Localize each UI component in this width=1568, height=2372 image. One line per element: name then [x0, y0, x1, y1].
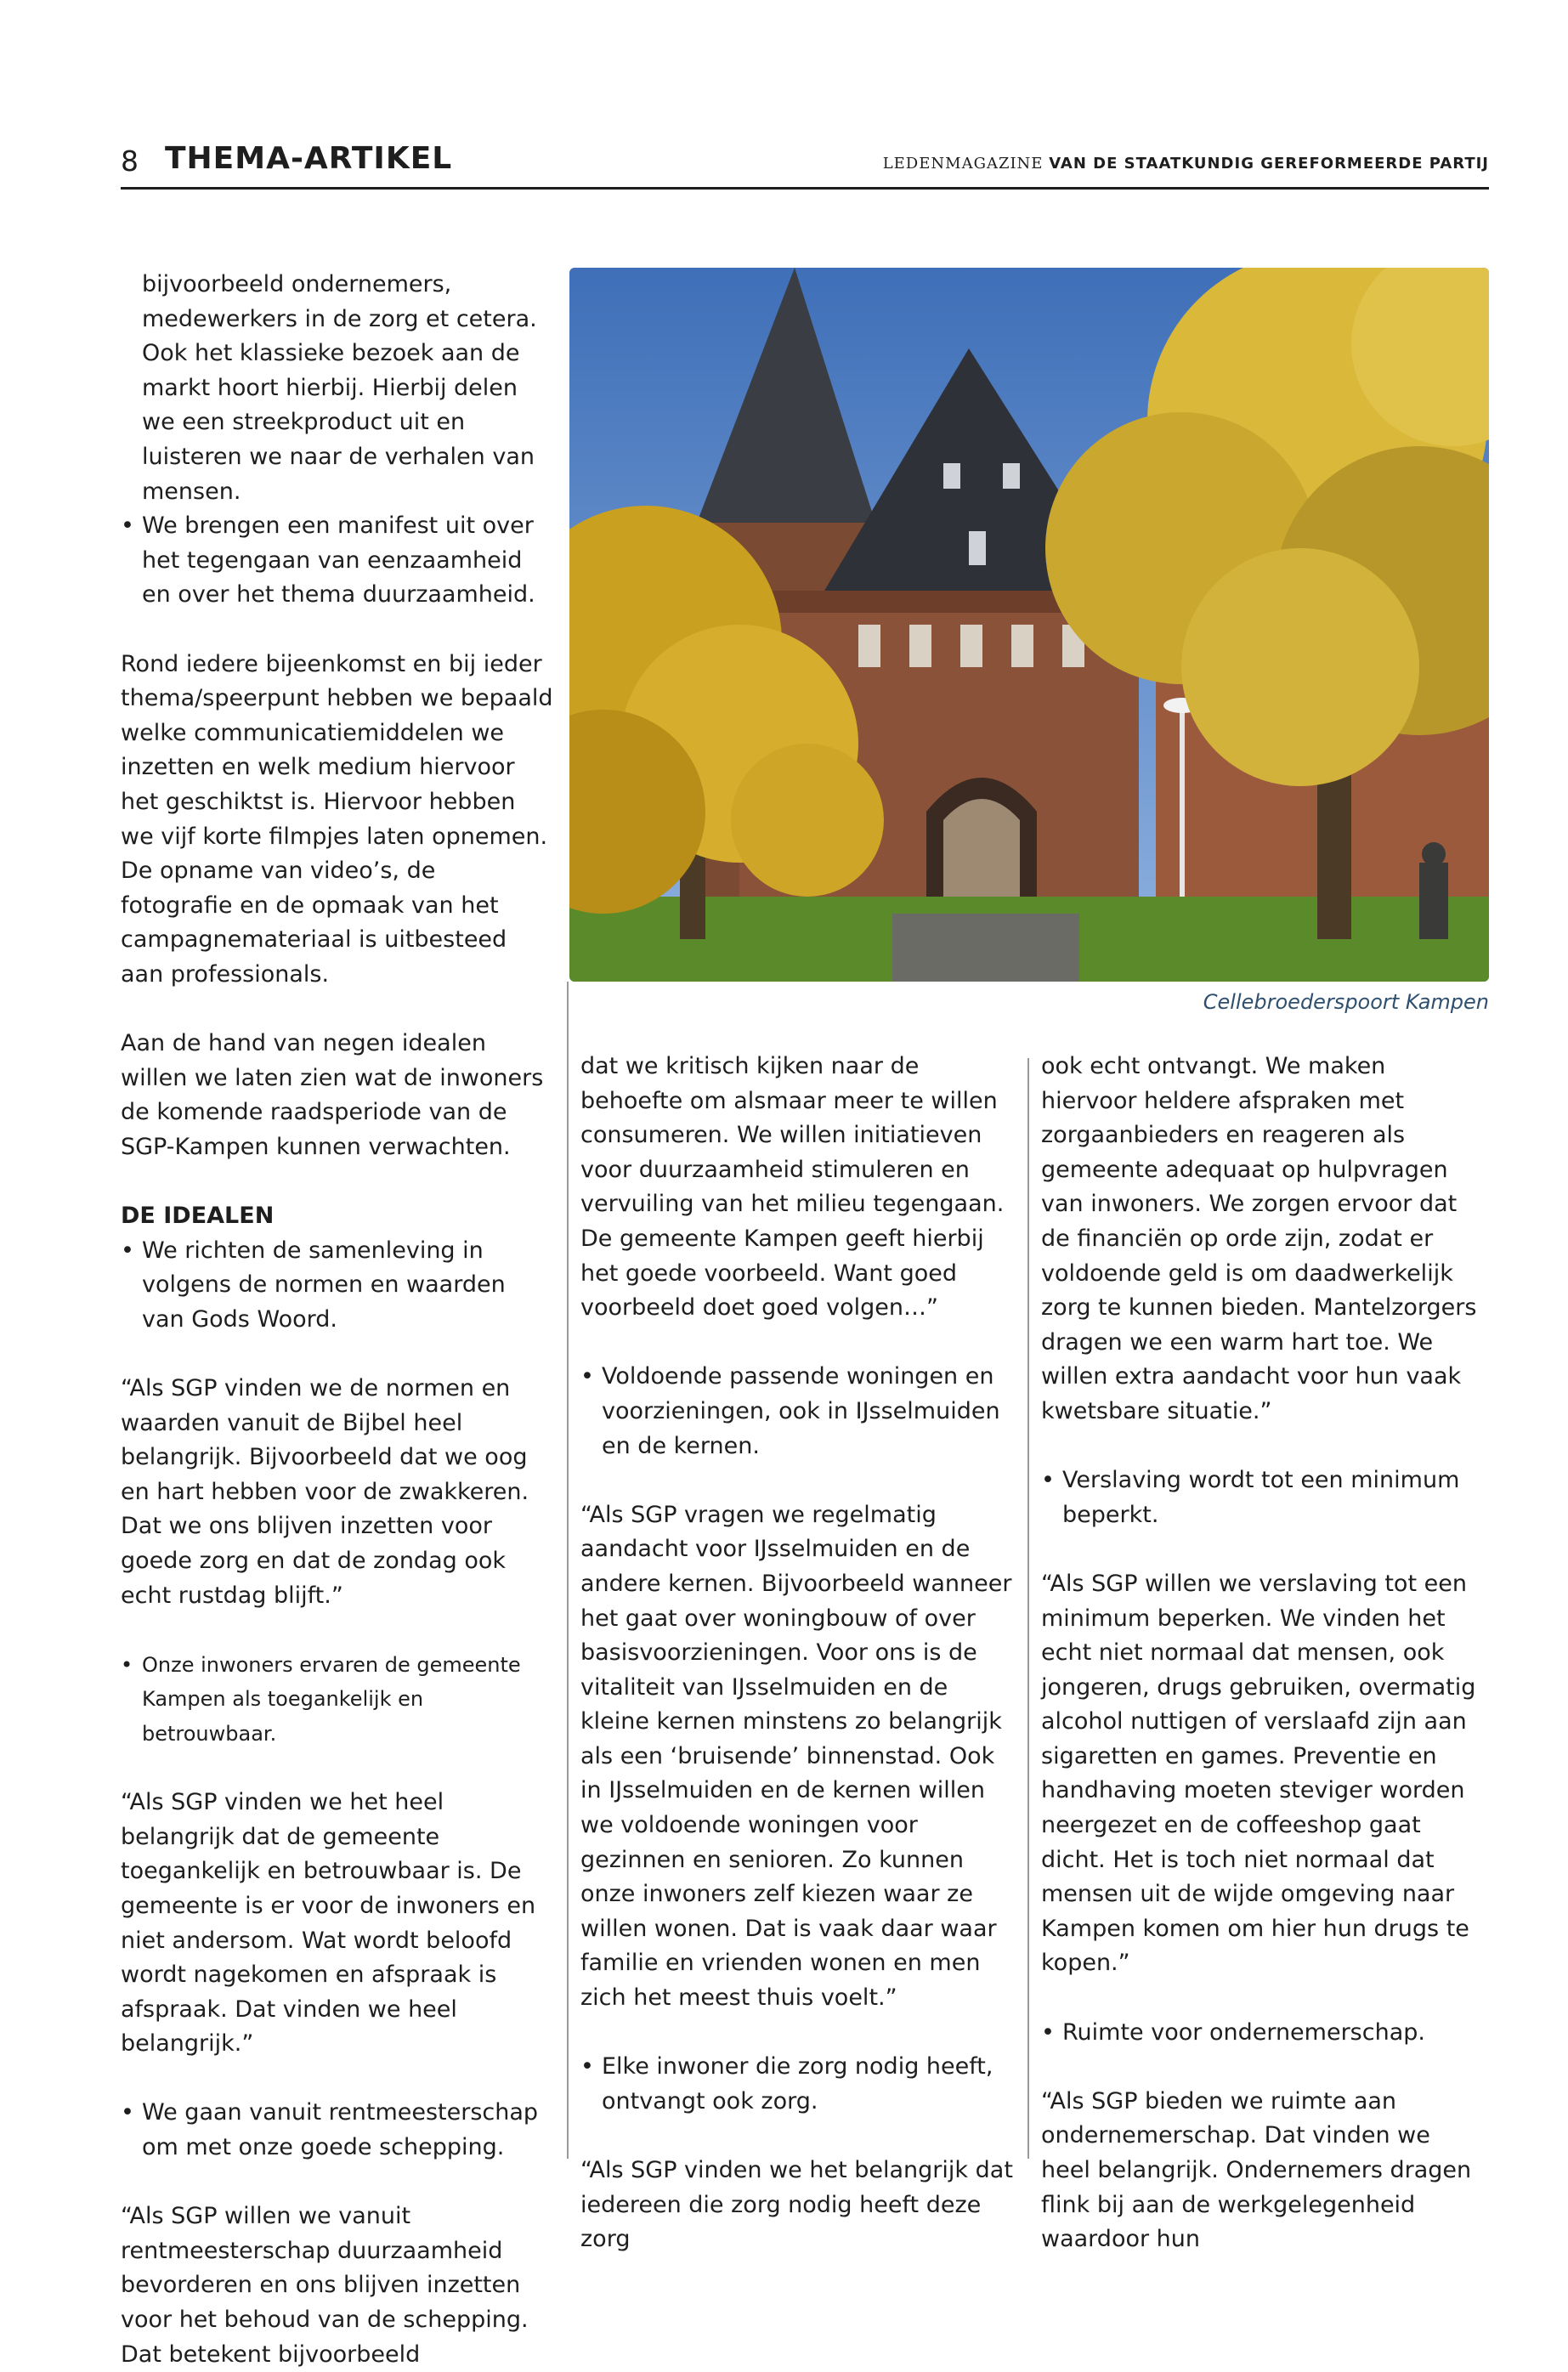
- quote-paragraph: “Als SGP vinden we het heel belangrijk dat de gemeente toegankelijk en betrouwbaar is. De gemeente is er voor de inwoners en niet andersom. Wat wordt beloofd wordt nagekomen en afspraak is afspraak. Dat vinden we heel belangrijk.”: [121, 1789, 536, 2058]
- section-title: THEMA-ARTIKEL: [165, 141, 453, 176]
- bullet-item: • Elke inwoner die zorg nodig heeft, ontvangt ook zorg.: [580, 2050, 1022, 2119]
- magazine-title: [883, 155, 1489, 173]
- paragraph: Rond iedere bijeenkomst en bij ieder thema/speerpunt hebben we bepaald welke communicatiemiddelen we inzetten en welk medium hiervoor het geschiktst is. Hiervoor hebben we vijf korte filmpjes laten opnemen. De opname van video’s, de fotografie en de opmaak van het campagnemateriaal is uitbesteed aan professionals.: [121, 650, 553, 988]
- paragraph-continuation: bijvoorbeeld ondernemers, medewerkers in de zorg et cetera. Ook het klassieke bezoek aan de markt hoort hierbij. Hierbij delen we een streekproduct uit en luisteren we naar de verhalen van mensen.: [142, 271, 537, 505]
- paragraph: Aan de hand van negen idealen willen we laten zien wat de inwoners de komende raadsperiode van de SGP-Kampen kunnen verwachten.: [121, 1030, 544, 1160]
- page-header: [121, 141, 1489, 190]
- quote-paragraph: “Als SGP willen we vanuit rentmeesterschap duurzaamheid bevorderen en ons blijven inzetten voor het behoud van de schepping. Dat betekent bijvoorbeeld: [121, 2203, 529, 2368]
- bullet-item: • Ruimte voor ondernemerschap.: [1041, 2016, 1483, 2051]
- column-divider: [567, 982, 569, 2159]
- photo-illustration: [569, 268, 1489, 982]
- bullet-item: • We gaan vanuit rentmeesterschap om met onze goede schepping.: [121, 2096, 554, 2165]
- bullet-item: • Verslaving wordt tot een minimum beperkt.: [1041, 1463, 1483, 1532]
- quote-paragraph: “Als SGP willen we verslaving tot een minimum beperken. We vinden het echt niet normaal dat mensen, ook jongeren, drugs gebruiken, overmatig alcohol nuttigen of verslaafd zijn aan sigaretten en games. Preventie en handhaving moeten steviger worden neergezet en de coffeeshop gaat dicht. Het is toch niet normaal dat mensen uit de wijde omgeving naar Kampen komen om hier hun drugs te kopen.”: [1041, 1570, 1476, 1977]
- quote-paragraph: “Als SGP vinden we de normen en waarden vanuit de Bijbel heel belangrijk. Bijvoorbeeld dat we oog en hart hebben voor de zwakkeren. Dat we ons blijven inzetten voor goede zorg en dat de zondag ook echt rustdag blijft.”: [121, 1375, 529, 1609]
- column-1: [121, 268, 554, 2372]
- quote-paragraph: “Als SGP vragen we regelmatig aandacht voor IJsselmuiden en de andere kernen. Bijvoorbeeld wanneer het gaat over woningbouw of over basisvoorzieningen. Voor ons is de vitaliteit van IJsselmuiden en de kleine kernen minstens zo belangrijk als een ‘bruisende’ binnenstad. Ook in IJsselmuiden en de kernen willen we voldoende woningen voor gezinnen en senioren. Zo kunnen onze inwoners zelf kiezen waar ze willen wonen. Dat is vaak daar waar familie en vrienden wonen en men zich het meest thuis voelt.”: [580, 1501, 1012, 2012]
- column-2: [580, 1050, 1022, 2257]
- paragraph-continuation: ook echt ontvangt. We maken hiervoor heldere afspraken met zorgaanbieders en reageren als gemeente adequaat op hulpvragen van inwoners. We zorgen ervoor dat de financiën op orde zijn, zodat er voldoende geld is om daadwerkelijk zorg te kunnen bieden. Mantelzorgers dragen we een warm hart toe. We willen extra aandacht voor hun vaak kwetsbare situatie.”: [1041, 1053, 1477, 1424]
- column-3: [1041, 1050, 1483, 2257]
- bullet-item: • Voldoende passende woningen en voorzieningen, ook in IJsselmuiden en de kernen.: [580, 1360, 1022, 1463]
- magazine-title-part2: VAN DE STAATKUNDIG GEREFORMEERDE PARTIJ: [1049, 155, 1489, 173]
- magazine-title-part1: LEDENMAGAZINE: [882, 155, 1044, 173]
- column-divider: [1027, 1058, 1029, 2159]
- paragraph-continuation: dat we kritisch kijken naar de behoefte om alsmaar meer te willen consumeren. We willen initiatieven voor duurzaamheid stimuleren en vervuiling van het milieu tegengaan. De gemeente Kampen geeft hierbij het goede voorbeeld. Want goed voorbeeld doet goed volgen…”: [580, 1053, 1005, 1322]
- page-number: 8: [121, 144, 139, 178]
- bullet-item: • We brengen een manifest uit over het tegengaan van eenzaamheid en over het thema duurzaamheid.: [121, 509, 554, 613]
- photo-cellebroederspoort: [569, 268, 1489, 982]
- quote-paragraph: “Als SGP bieden we ruimte aan ondernemerschap. Dat vinden we heel belangrijk. Ondernemers dragen flink bij aan de werkgelegenheid waardoor hun: [1041, 2087, 1472, 2253]
- bullet-item: • We richten de samenleving in volgens de normen en waarden van Gods Woord.: [121, 1234, 554, 1338]
- quote-paragraph: “Als SGP vinden we het belangrijk dat iedereen die zorg nodig heeft deze zorg: [580, 2157, 1013, 2253]
- photo-caption: Cellebroederspoort Kampen: [1203, 990, 1489, 1014]
- section-heading: DE IDEALEN: [121, 1203, 275, 1230]
- bullet-item: • Onze inwoners ervaren de gemeente Kampen als toegankelijk en betrouwbaar.: [121, 1648, 554, 1752]
